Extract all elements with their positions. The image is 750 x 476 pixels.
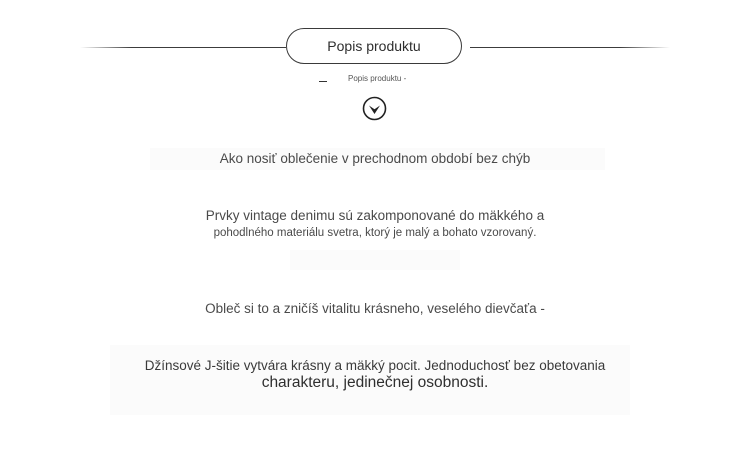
background-ghost bbox=[290, 250, 460, 270]
header-divider-left bbox=[80, 47, 286, 48]
description-line: Džínsové J-šitie vytvára krásny a mäkký pocit. Jednoduchosť bez obetovania bbox=[144, 358, 606, 373]
section-subtitle: Popis produktu - bbox=[348, 74, 407, 83]
section-title-pill bbox=[286, 28, 462, 64]
description-line-emphasis: charakteru, jedinečnej osobnosti. bbox=[261, 374, 489, 391]
description-line: Prvky vintage denimu sú zakomponované do mäkkého a bbox=[205, 208, 545, 223]
subtitle-row bbox=[0, 74, 750, 86]
description-line: Ako nosiť oblečenie v prechodnom období bez chýb bbox=[219, 151, 531, 166]
section-header bbox=[0, 28, 750, 66]
subtitle-dash bbox=[319, 81, 327, 82]
section-title: Popis produktu bbox=[327, 38, 421, 54]
description-line: Obleč si to a zničíš vitalitu krásneho, veselého dievčaťa - bbox=[205, 301, 545, 316]
header-divider-right bbox=[470, 47, 670, 48]
chevron-down-circle-icon[interactable] bbox=[362, 96, 387, 121]
description-line: pohodlného materiálu svetra, ktorý je malý a bohato vzorovaný. bbox=[213, 227, 537, 239]
